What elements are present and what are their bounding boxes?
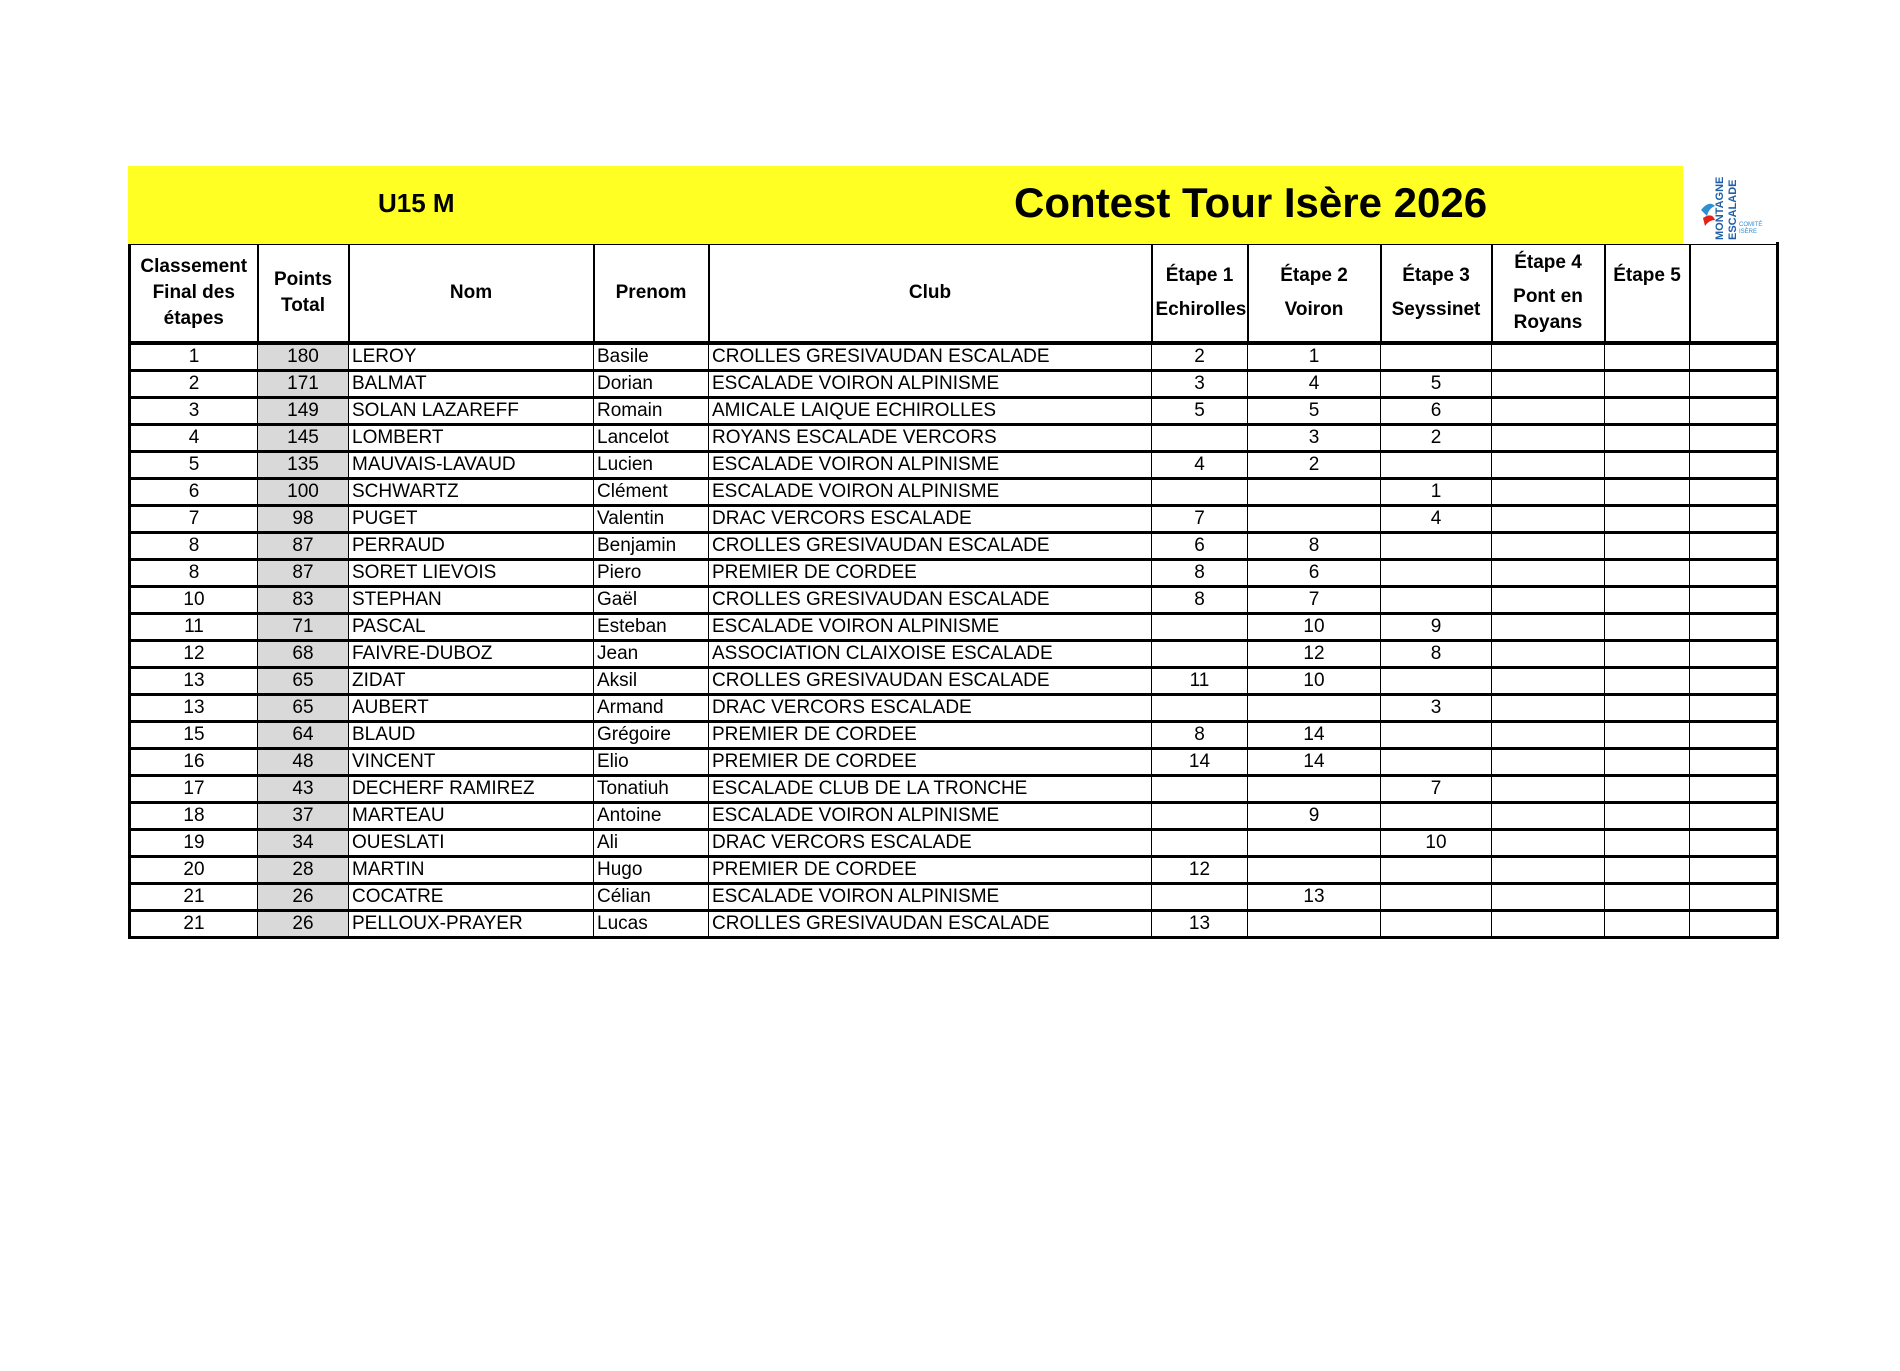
etape3-cell <box>1381 533 1492 560</box>
etape2-cell <box>1248 479 1381 506</box>
nom-cell: VINCENT <box>349 749 594 776</box>
etape2-cell: 14 <box>1248 722 1381 749</box>
nom-cell: SOLAN LAZAREFF <box>349 398 594 425</box>
etape5-cell <box>1605 560 1690 587</box>
etape3-cell: 7 <box>1381 776 1492 803</box>
club-cell: ESCALADE VOIRON ALPINISME <box>709 614 1152 641</box>
etape4-cell <box>1492 830 1605 857</box>
etape3-cell: 9 <box>1381 614 1492 641</box>
prenom-cell: Lucas <box>594 911 709 938</box>
etape4-cell <box>1492 533 1605 560</box>
stage-place: Voiron <box>1284 299 1344 320</box>
table-row <box>130 614 1778 641</box>
prenom-cell: Esteban <box>594 614 709 641</box>
rank-cell: 19 <box>130 830 258 857</box>
extra-cell <box>1690 641 1778 668</box>
column-header-etape5 <box>1605 244 1690 344</box>
extra-cell <box>1690 857 1778 884</box>
club-cell: CROLLES GRESIVAUDAN ESCALADE <box>709 668 1152 695</box>
table-row <box>130 343 1778 371</box>
rank-cell: 5 <box>130 452 258 479</box>
stage-place: Seyssinet <box>1391 299 1481 320</box>
club-cell: PREMIER DE CORDEE <box>709 560 1152 587</box>
title-banner <box>128 166 1688 244</box>
nom-cell: PERRAUD <box>349 533 594 560</box>
nom-cell: PASCAL <box>349 614 594 641</box>
etape3-cell: 1 <box>1381 479 1492 506</box>
table-row <box>130 749 1778 776</box>
table-row <box>130 857 1778 884</box>
extra-cell <box>1690 479 1778 506</box>
nom-cell: BLAUD <box>349 722 594 749</box>
etape1-cell <box>1152 425 1248 452</box>
nom-cell: ZIDAT <box>349 668 594 695</box>
column-header-club: Club <box>709 244 1152 344</box>
etape1-cell: 11 <box>1152 668 1248 695</box>
column-header-etape4 <box>1492 244 1605 344</box>
etape1-cell: 8 <box>1152 722 1248 749</box>
ranking-table <box>128 242 1779 939</box>
prenom-cell: Piero <box>594 560 709 587</box>
etape4-cell <box>1492 776 1605 803</box>
etape2-cell: 13 <box>1248 884 1381 911</box>
points-cell: 65 <box>258 668 349 695</box>
extra-cell <box>1690 343 1778 371</box>
points-cell: 87 <box>258 533 349 560</box>
etape2-cell: 2 <box>1248 452 1381 479</box>
club-cell: ESCALADE CLUB DE LA TRONCHE <box>709 776 1152 803</box>
points-cell: 68 <box>258 641 349 668</box>
etape4-cell <box>1492 398 1605 425</box>
svg-text:MONTAGNE: MONTAGNE <box>1714 176 1726 240</box>
column-header-prenom: Prenom <box>594 244 709 344</box>
rank-cell: 1 <box>130 343 258 371</box>
etape4-cell <box>1492 695 1605 722</box>
column-header-rank: Classement Final des étapes <box>130 244 258 344</box>
etape5-cell <box>1605 533 1690 560</box>
etape2-cell: 4 <box>1248 371 1381 398</box>
etape1-cell: 2 <box>1152 343 1248 371</box>
etape1-cell: 6 <box>1152 533 1248 560</box>
etape5-cell <box>1605 749 1690 776</box>
extra-cell <box>1690 668 1778 695</box>
points-cell: 100 <box>258 479 349 506</box>
extra-cell <box>1690 533 1778 560</box>
prenom-cell: Gaël <box>594 587 709 614</box>
etape3-cell <box>1381 803 1492 830</box>
etape4-cell <box>1492 857 1605 884</box>
club-cell: DRAC VERCORS ESCALADE <box>709 695 1152 722</box>
prenom-cell: Ali <box>594 830 709 857</box>
table-row <box>130 911 1778 938</box>
etape2-cell <box>1248 776 1381 803</box>
nom-cell: MAUVAIS-LAVAUD <box>349 452 594 479</box>
club-cell: ESCALADE VOIRON ALPINISME <box>709 371 1152 398</box>
results-sheet <box>128 166 1776 939</box>
extra-cell <box>1690 587 1778 614</box>
nom-cell: FAIVRE-DUBOZ <box>349 641 594 668</box>
column-header-extra <box>1690 244 1778 344</box>
etape4-cell <box>1492 803 1605 830</box>
stage-label: Étape 3 <box>1402 265 1470 286</box>
points-cell: 87 <box>258 560 349 587</box>
rank-cell: 18 <box>130 803 258 830</box>
svg-text:COMITÉ: COMITÉ <box>1739 222 1763 228</box>
prenom-cell: Romain <box>594 398 709 425</box>
table-row <box>130 452 1778 479</box>
etape1-cell: 12 <box>1152 857 1248 884</box>
etape3-cell: 10 <box>1381 830 1492 857</box>
rank-cell: 21 <box>130 884 258 911</box>
rank-cell: 8 <box>130 533 258 560</box>
table-row <box>130 371 1778 398</box>
etape4-cell <box>1492 425 1605 452</box>
club-cell: ROYANS ESCALADE VERCORS <box>709 425 1152 452</box>
nom-cell: SORET LIEVOIS <box>349 560 594 587</box>
rank-cell: 16 <box>130 749 258 776</box>
etape1-cell <box>1152 803 1248 830</box>
points-cell: 37 <box>258 803 349 830</box>
etape3-cell <box>1381 668 1492 695</box>
extra-cell <box>1690 452 1778 479</box>
etape1-cell <box>1152 614 1248 641</box>
etape5-cell <box>1605 371 1690 398</box>
etape5-cell <box>1605 857 1690 884</box>
column-header-etape2 <box>1248 244 1381 344</box>
nom-cell: STEPHAN <box>349 587 594 614</box>
club-cell: ASSOCIATION CLAIXOISE ESCALADE <box>709 641 1152 668</box>
prenom-cell: Lancelot <box>594 425 709 452</box>
etape4-cell <box>1492 641 1605 668</box>
category-label: U15 M <box>378 188 455 218</box>
etape3-cell: 3 <box>1381 695 1492 722</box>
prenom-cell: Benjamin <box>594 533 709 560</box>
table-row <box>130 722 1778 749</box>
rank-cell: 7 <box>130 506 258 533</box>
nom-cell: SCHWARTZ <box>349 479 594 506</box>
club-cell: ESCALADE VOIRON ALPINISME <box>709 884 1152 911</box>
etape3-cell <box>1381 884 1492 911</box>
column-header-nom: Nom <box>349 244 594 344</box>
rank-cell: 10 <box>130 587 258 614</box>
nom-cell: LOMBERT <box>349 425 594 452</box>
table-row <box>130 776 1778 803</box>
etape5-cell <box>1605 343 1690 371</box>
etape2-cell: 10 <box>1248 614 1381 641</box>
club-cell: ESCALADE VOIRON ALPINISME <box>709 803 1152 830</box>
etape5-cell <box>1605 884 1690 911</box>
ranking-body <box>130 343 1778 938</box>
club-cell: CROLLES GRESIVAUDAN ESCALADE <box>709 343 1152 371</box>
etape1-cell: 3 <box>1152 371 1248 398</box>
rank-cell: 20 <box>130 857 258 884</box>
svg-text:ESCALADE: ESCALADE <box>1727 179 1739 240</box>
points-cell: 26 <box>258 911 349 938</box>
extra-cell <box>1690 884 1778 911</box>
prenom-cell: Lucien <box>594 452 709 479</box>
etape4-cell <box>1492 479 1605 506</box>
extra-cell <box>1690 803 1778 830</box>
etape1-cell: 8 <box>1152 560 1248 587</box>
rank-cell: 3 <box>130 398 258 425</box>
etape4-cell <box>1492 343 1605 371</box>
rank-cell: 12 <box>130 641 258 668</box>
etape3-cell: 5 <box>1381 371 1492 398</box>
club-cell: AMICALE LAIQUE ECHIROLLES <box>709 398 1152 425</box>
prenom-cell: Armand <box>594 695 709 722</box>
etape4-cell <box>1492 506 1605 533</box>
prenom-cell: Jean <box>594 641 709 668</box>
etape5-cell <box>1605 452 1690 479</box>
etape1-cell: 4 <box>1152 452 1248 479</box>
rank-cell: 6 <box>130 479 258 506</box>
etape3-cell <box>1381 560 1492 587</box>
table-row <box>130 425 1778 452</box>
points-cell: 64 <box>258 722 349 749</box>
etape5-cell <box>1605 668 1690 695</box>
rank-cell: 13 <box>130 668 258 695</box>
etape5-cell <box>1605 614 1690 641</box>
prenom-cell: Clément <box>594 479 709 506</box>
stage-label: Étape 2 <box>1280 265 1348 286</box>
points-cell: 65 <box>258 695 349 722</box>
rank-cell: 11 <box>130 614 258 641</box>
etape1-cell: 14 <box>1152 749 1248 776</box>
svg-text:ISÈRE: ISÈRE <box>1739 229 1758 235</box>
points-cell: 34 <box>258 830 349 857</box>
etape2-cell <box>1248 911 1381 938</box>
etape1-cell: 5 <box>1152 398 1248 425</box>
rank-cell: 4 <box>130 425 258 452</box>
prenom-cell: Aksil <box>594 668 709 695</box>
etape4-cell <box>1492 587 1605 614</box>
etape2-cell <box>1248 695 1381 722</box>
rank-cell: 8 <box>130 560 258 587</box>
extra-cell <box>1690 371 1778 398</box>
etape1-cell: 8 <box>1152 587 1248 614</box>
stage-place <box>1609 297 1686 323</box>
club-cell: CROLLES GRESIVAUDAN ESCALADE <box>709 911 1152 938</box>
etape2-cell: 5 <box>1248 398 1381 425</box>
column-header-etape3 <box>1381 244 1492 344</box>
extra-cell <box>1690 722 1778 749</box>
points-cell: 48 <box>258 749 349 776</box>
etape2-cell: 3 <box>1248 425 1381 452</box>
extra-cell <box>1690 560 1778 587</box>
club-cell: ESCALADE VOIRON ALPINISME <box>709 479 1152 506</box>
etape3-cell <box>1381 749 1492 776</box>
rank-cell: 21 <box>130 911 258 938</box>
rank-cell: 15 <box>130 722 258 749</box>
extra-cell <box>1690 830 1778 857</box>
etape1-cell <box>1152 884 1248 911</box>
etape5-cell <box>1605 695 1690 722</box>
stage-label: Étape 1 <box>1165 265 1234 286</box>
etape3-cell: 4 <box>1381 506 1492 533</box>
etape4-cell <box>1492 614 1605 641</box>
stage-place: Echirolles <box>1155 299 1247 320</box>
rank-cell: 13 <box>130 695 258 722</box>
etape5-cell <box>1605 803 1690 830</box>
etape4-cell <box>1492 371 1605 398</box>
etape2-cell <box>1248 857 1381 884</box>
club-cell: PREMIER DE CORDEE <box>709 722 1152 749</box>
etape5-cell <box>1605 776 1690 803</box>
nom-cell: MARTIN <box>349 857 594 884</box>
etape3-cell <box>1381 857 1492 884</box>
points-cell: 43 <box>258 776 349 803</box>
prenom-cell: Tonatiuh <box>594 776 709 803</box>
etape2-cell: 10 <box>1248 668 1381 695</box>
points-cell: 180 <box>258 343 349 371</box>
etape1-cell <box>1152 641 1248 668</box>
etape5-cell <box>1605 506 1690 533</box>
etape1-cell <box>1152 695 1248 722</box>
etape4-cell <box>1492 722 1605 749</box>
etape5-cell <box>1605 722 1690 749</box>
points-cell: 28 <box>258 857 349 884</box>
extra-cell <box>1690 749 1778 776</box>
nom-cell: DECHERF RAMIREZ <box>349 776 594 803</box>
table-row <box>130 506 1778 533</box>
etape1-cell: 7 <box>1152 506 1248 533</box>
column-header-etape1 <box>1152 244 1248 344</box>
etape2-cell: 6 <box>1248 560 1381 587</box>
etape4-cell <box>1492 749 1605 776</box>
etape5-cell <box>1605 479 1690 506</box>
extra-cell <box>1690 398 1778 425</box>
prenom-cell: Antoine <box>594 803 709 830</box>
etape2-cell <box>1248 830 1381 857</box>
table-row <box>130 587 1778 614</box>
etape2-cell <box>1248 506 1381 533</box>
extra-cell <box>1690 506 1778 533</box>
prenom-cell: Célian <box>594 884 709 911</box>
club-cell: DRAC VERCORS ESCALADE <box>709 506 1152 533</box>
nom-cell: BALMAT <box>349 371 594 398</box>
club-cell: PREMIER DE CORDEE <box>709 857 1152 884</box>
rank-cell: 17 <box>130 776 258 803</box>
etape2-cell: 9 <box>1248 803 1381 830</box>
ffme-logo-icon <box>1683 166 1776 244</box>
nom-cell: MARTEAU <box>349 803 594 830</box>
etape3-cell <box>1381 722 1492 749</box>
table-row <box>130 479 1778 506</box>
table-row <box>130 668 1778 695</box>
prenom-cell: Elio <box>594 749 709 776</box>
etape2-cell: 14 <box>1248 749 1381 776</box>
points-cell: 26 <box>258 884 349 911</box>
etape3-cell <box>1381 343 1492 371</box>
etape4-cell <box>1492 452 1605 479</box>
extra-cell <box>1690 425 1778 452</box>
etape1-cell <box>1152 776 1248 803</box>
etape3-cell: 2 <box>1381 425 1492 452</box>
points-cell: 71 <box>258 614 349 641</box>
column-header-points: Points Total <box>258 244 349 344</box>
stage-label: Étape 5 <box>1613 265 1681 286</box>
etape2-cell: 8 <box>1248 533 1381 560</box>
table-row <box>130 803 1778 830</box>
etape1-cell <box>1152 479 1248 506</box>
points-cell: 171 <box>258 371 349 398</box>
points-cell: 145 <box>258 425 349 452</box>
etape4-cell <box>1492 884 1605 911</box>
etape2-cell: 12 <box>1248 641 1381 668</box>
table-row <box>130 641 1778 668</box>
stage-label: Étape 4 <box>1514 252 1582 273</box>
table-header-row <box>130 244 1778 344</box>
prenom-cell: Hugo <box>594 857 709 884</box>
etape3-cell: 8 <box>1381 641 1492 668</box>
table-row <box>130 884 1778 911</box>
etape3-cell <box>1381 911 1492 938</box>
etape5-cell <box>1605 830 1690 857</box>
table-row <box>130 695 1778 722</box>
nom-cell: PUGET <box>349 506 594 533</box>
points-cell: 149 <box>258 398 349 425</box>
prenom-cell: Grégoire <box>594 722 709 749</box>
extra-cell <box>1690 776 1778 803</box>
prenom-cell: Dorian <box>594 371 709 398</box>
etape2-cell: 7 <box>1248 587 1381 614</box>
club-cell: DRAC VERCORS ESCALADE <box>709 830 1152 857</box>
prenom-cell: Valentin <box>594 506 709 533</box>
table-row <box>130 830 1778 857</box>
prenom-cell: Basile <box>594 343 709 371</box>
nom-cell: COCATRE <box>349 884 594 911</box>
nom-cell: LEROY <box>349 343 594 371</box>
nom-cell: PELLOUX-PRAYER <box>349 911 594 938</box>
points-cell: 135 <box>258 452 349 479</box>
table-row <box>130 560 1778 587</box>
etape1-cell <box>1152 830 1248 857</box>
points-cell: 83 <box>258 587 349 614</box>
table-row <box>130 533 1778 560</box>
club-cell: CROLLES GRESIVAUDAN ESCALADE <box>709 533 1152 560</box>
extra-cell <box>1690 911 1778 938</box>
etape1-cell: 13 <box>1152 911 1248 938</box>
etape3-cell: 6 <box>1381 398 1492 425</box>
nom-cell: OUESLATI <box>349 830 594 857</box>
etape5-cell <box>1605 587 1690 614</box>
etape5-cell <box>1605 425 1690 452</box>
etape3-cell <box>1381 452 1492 479</box>
rank-cell: 2 <box>130 371 258 398</box>
extra-cell <box>1690 614 1778 641</box>
etape4-cell <box>1492 668 1605 695</box>
page-title: Contest Tour Isère 2026 <box>1014 179 1488 226</box>
stage-place: Pont en Royans <box>1513 286 1583 333</box>
club-cell: CROLLES GRESIVAUDAN ESCALADE <box>709 587 1152 614</box>
points-cell: 98 <box>258 506 349 533</box>
etape5-cell <box>1605 911 1690 938</box>
nom-cell: AUBERT <box>349 695 594 722</box>
etape3-cell <box>1381 587 1492 614</box>
etape4-cell <box>1492 911 1605 938</box>
etape4-cell <box>1492 560 1605 587</box>
table-row <box>130 398 1778 425</box>
etape5-cell <box>1605 398 1690 425</box>
extra-cell <box>1690 695 1778 722</box>
club-cell: ESCALADE VOIRON ALPINISME <box>709 452 1152 479</box>
club-cell: PREMIER DE CORDEE <box>709 749 1152 776</box>
etape5-cell <box>1605 641 1690 668</box>
etape2-cell: 1 <box>1248 343 1381 371</box>
